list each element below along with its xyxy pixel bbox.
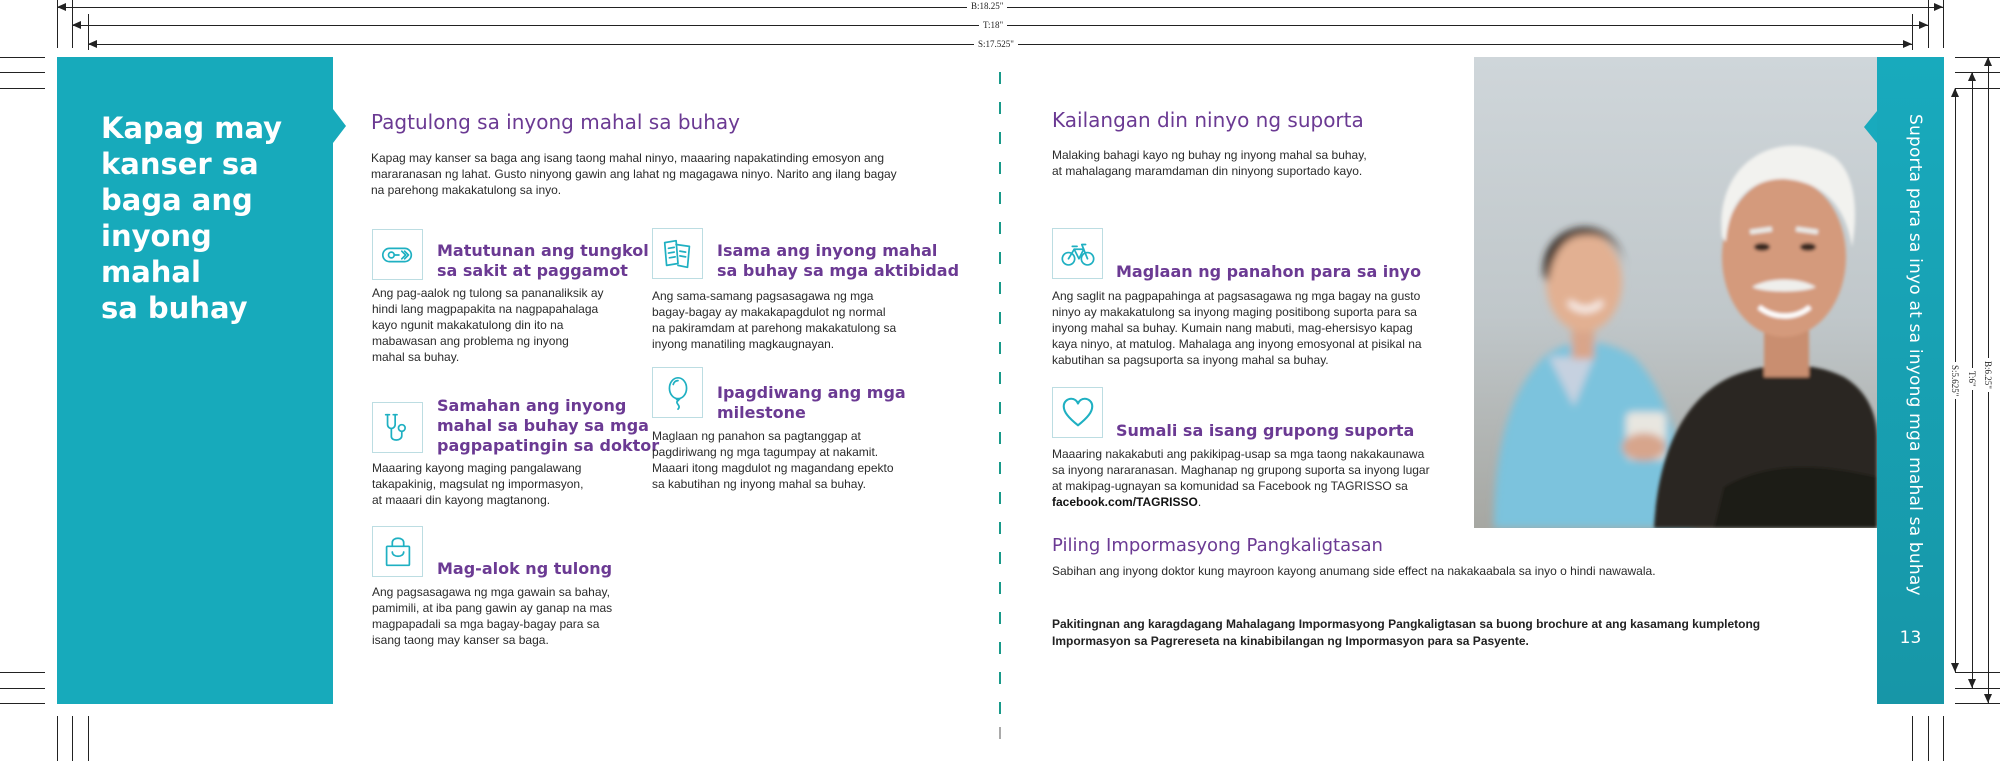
tip-body: Maaaring kayong maging pangalawang takapakinig, magsulat ng impormasyon, at maaari din kayong magtanong. [372, 461, 584, 507]
crop-mark [1955, 57, 2000, 58]
section-heading: Pagtulong sa inyong mahal sa buhay [371, 110, 740, 134]
crop-mark [72, 716, 73, 761]
crop-mark [1928, 716, 1929, 761]
section-intro: Malaking bahagi kayo ng buhay ng inyong mahal sa buhay, at mahalagang maramdaman din ninyong suportado kayo. [1052, 148, 1367, 178]
tip-title: Mag-alok ng tulong [437, 559, 613, 578]
shopping-bag-icon [372, 526, 423, 577]
arrow-down-icon [1968, 679, 1976, 688]
caregiver-photo [1474, 57, 1877, 528]
crop-mark [0, 72, 45, 73]
bleed-height-label: B:6.25" [1982, 358, 1994, 392]
crop-mark [88, 14, 89, 50]
crop-mark [1912, 14, 1913, 50]
search-document-icon [372, 229, 423, 280]
section-intro: Kapag may kanser sa baga ang isang taong mahal ninyo, maaaring napakatinding emosyon ang mararanasan ng lahat. Gusto ninyong gawin ang lahat ng magagawa ninyo. Narito ang ilang bagay na parehong makakatulong sa inyo. [371, 151, 897, 197]
stethoscope-icon [372, 402, 423, 453]
safety-note: Pakitingnan ang karagdagang Mahalagang Impormasyong Pangkaligtasan sa buong brochure at ang kasamang kumpletong Impormasyon sa Pagrereseta na kinabibilangan ng Impormasyon para sa Pasyente. [1052, 617, 1761, 648]
crop-mark [57, 0, 58, 48]
arrow-up-icon [1984, 57, 1992, 66]
bleed-width-label: B:18.25" [967, 0, 1007, 12]
crop-mark [1955, 688, 2000, 689]
facebook-link[interactable]: facebook.com/TAGRISSO [1052, 495, 1198, 509]
cover-title: Kapag may kanser sa baga ang inyong mahal sa buhay [101, 111, 283, 325]
tickets-icon [652, 228, 703, 279]
tip-body: Ang pag-aalok ng tulong sa pananaliksik ay hindi lang magpapakita na nagpapahalaga kayo ngunit makakatulong din ito na mabawasan ang problema ng inyong mahal sa buhay. [372, 286, 604, 364]
trim-width-label: T:18" [979, 19, 1007, 31]
section-heading: Kailangan din ninyo ng suporta [1052, 108, 1364, 132]
crop-mark [0, 88, 45, 89]
crop-mark [0, 688, 45, 689]
page-number: 13 [1899, 628, 1922, 648]
tip-title: Matutunan ang tungkol sa sakit at paggamot [437, 241, 649, 280]
crop-mark [72, 0, 73, 48]
arrow-right-icon [1919, 21, 1928, 29]
crop-mark [88, 716, 89, 761]
arrow-down-icon [1951, 663, 1959, 672]
tip-title: Sumali sa isang grupong suporta [1116, 421, 1415, 440]
arrow-down-icon [1984, 694, 1992, 703]
arrow-right-icon [1934, 3, 1943, 11]
arrow-left-icon [57, 3, 66, 11]
arrow-left-icon [88, 40, 97, 48]
tip-body: Ang saglit na pagpapahinga at pagsasagawa ng mga bagay na gusto ninyo ay makakatulong sa inyong maging positibong suporta para sa inyong mahal sa buhay. Kumain nang mabuti, mag-ehersisyo kapag kaya ninyo, at matulog. Mahalaga ang inyong emosyonal at pisikal na kabutihan sa pagsuporta sa inyong mahal sa buhay. [1052, 289, 1422, 367]
tip-body: Maaaring nakakabuti ang pakikipag-usap sa mga taong nakakaunawa sa inyong nararanasan. Maghanap ng grupong suporta sa inyong lugar at makipag-ugnayan sa komunidad sa Facebook ng TAGRISSO sa facebook.com/TAGRISSO. [1052, 447, 1430, 509]
crop-mark [1943, 716, 1944, 761]
crop-mark [1955, 88, 2000, 89]
safe-width-label: S:17.525" [974, 38, 1018, 50]
arrow-left-icon [72, 21, 81, 29]
arrow-right-icon [1903, 40, 1912, 48]
crop-mark [1943, 0, 1944, 48]
safety-heading: Piling Impormasyong Pangkaligtasan [1052, 535, 1383, 556]
tip-body: Ang pagsasagawa ng mga gawain sa bahay, pamimili, at iba pang gawin ay ganap na mas magpapadali sa mga bagay-bagay para sa isang taong may kanser sa baga. [372, 585, 613, 647]
arrow-up-icon [1951, 88, 1959, 97]
crop-mark [0, 703, 45, 704]
crop-mark [1955, 703, 2000, 704]
crop-mark [1928, 0, 1929, 48]
tip-title: Maglaan ng panahon para sa inyo [1116, 262, 1422, 281]
safety-text: Sabihan ang inyong doktor kung mayroon kayong anumang side effect na nakakaabala sa inyo o hindi nawawala. [1052, 564, 1656, 578]
panel-notch [333, 109, 346, 143]
crop-mark [1955, 72, 2000, 73]
safe-height-label: S:5.625" [1949, 362, 1961, 399]
strip-notch [1864, 111, 1877, 143]
crop-mark [1955, 672, 2000, 673]
side-strip-text: Suporta para sa inyo at sa inyong mga mahal sa buhay [1905, 114, 1925, 596]
balloon-icon [652, 367, 703, 418]
tip-title: Ipagdiwang ang mga milestone [717, 383, 906, 422]
trim-height-label: T:6" [1966, 368, 1978, 390]
tip-body: Ang sama-samang pagsasagawa ng mga bagay-bagay ay makakapagdulot ng normal na pakiramdam at parehong makakatulong sa inyong manatiling magkaugnayan. [652, 289, 897, 351]
tip-body: Maglaan ng panahon sa pagtanggap at pagdiriwang ng mga tagumpay at nakamit. Maaari itong magdulot ng magandang epekto sa kabutihan ng inyong mahal sa buhay. [652, 429, 894, 491]
crop-mark [1912, 716, 1913, 761]
crop-mark [0, 57, 45, 58]
crop-mark [0, 672, 45, 673]
crop-mark [57, 716, 58, 761]
heart-icon [1052, 387, 1103, 438]
bicycle-icon [1052, 228, 1103, 279]
tip-title: Isama ang inyong mahal sa buhay sa mga aktibidad [717, 241, 960, 280]
tip-title: Samahan ang inyong mahal sa buhay sa mga pagpapatingin sa doktor [437, 396, 660, 455]
arrow-up-icon [1968, 72, 1976, 81]
